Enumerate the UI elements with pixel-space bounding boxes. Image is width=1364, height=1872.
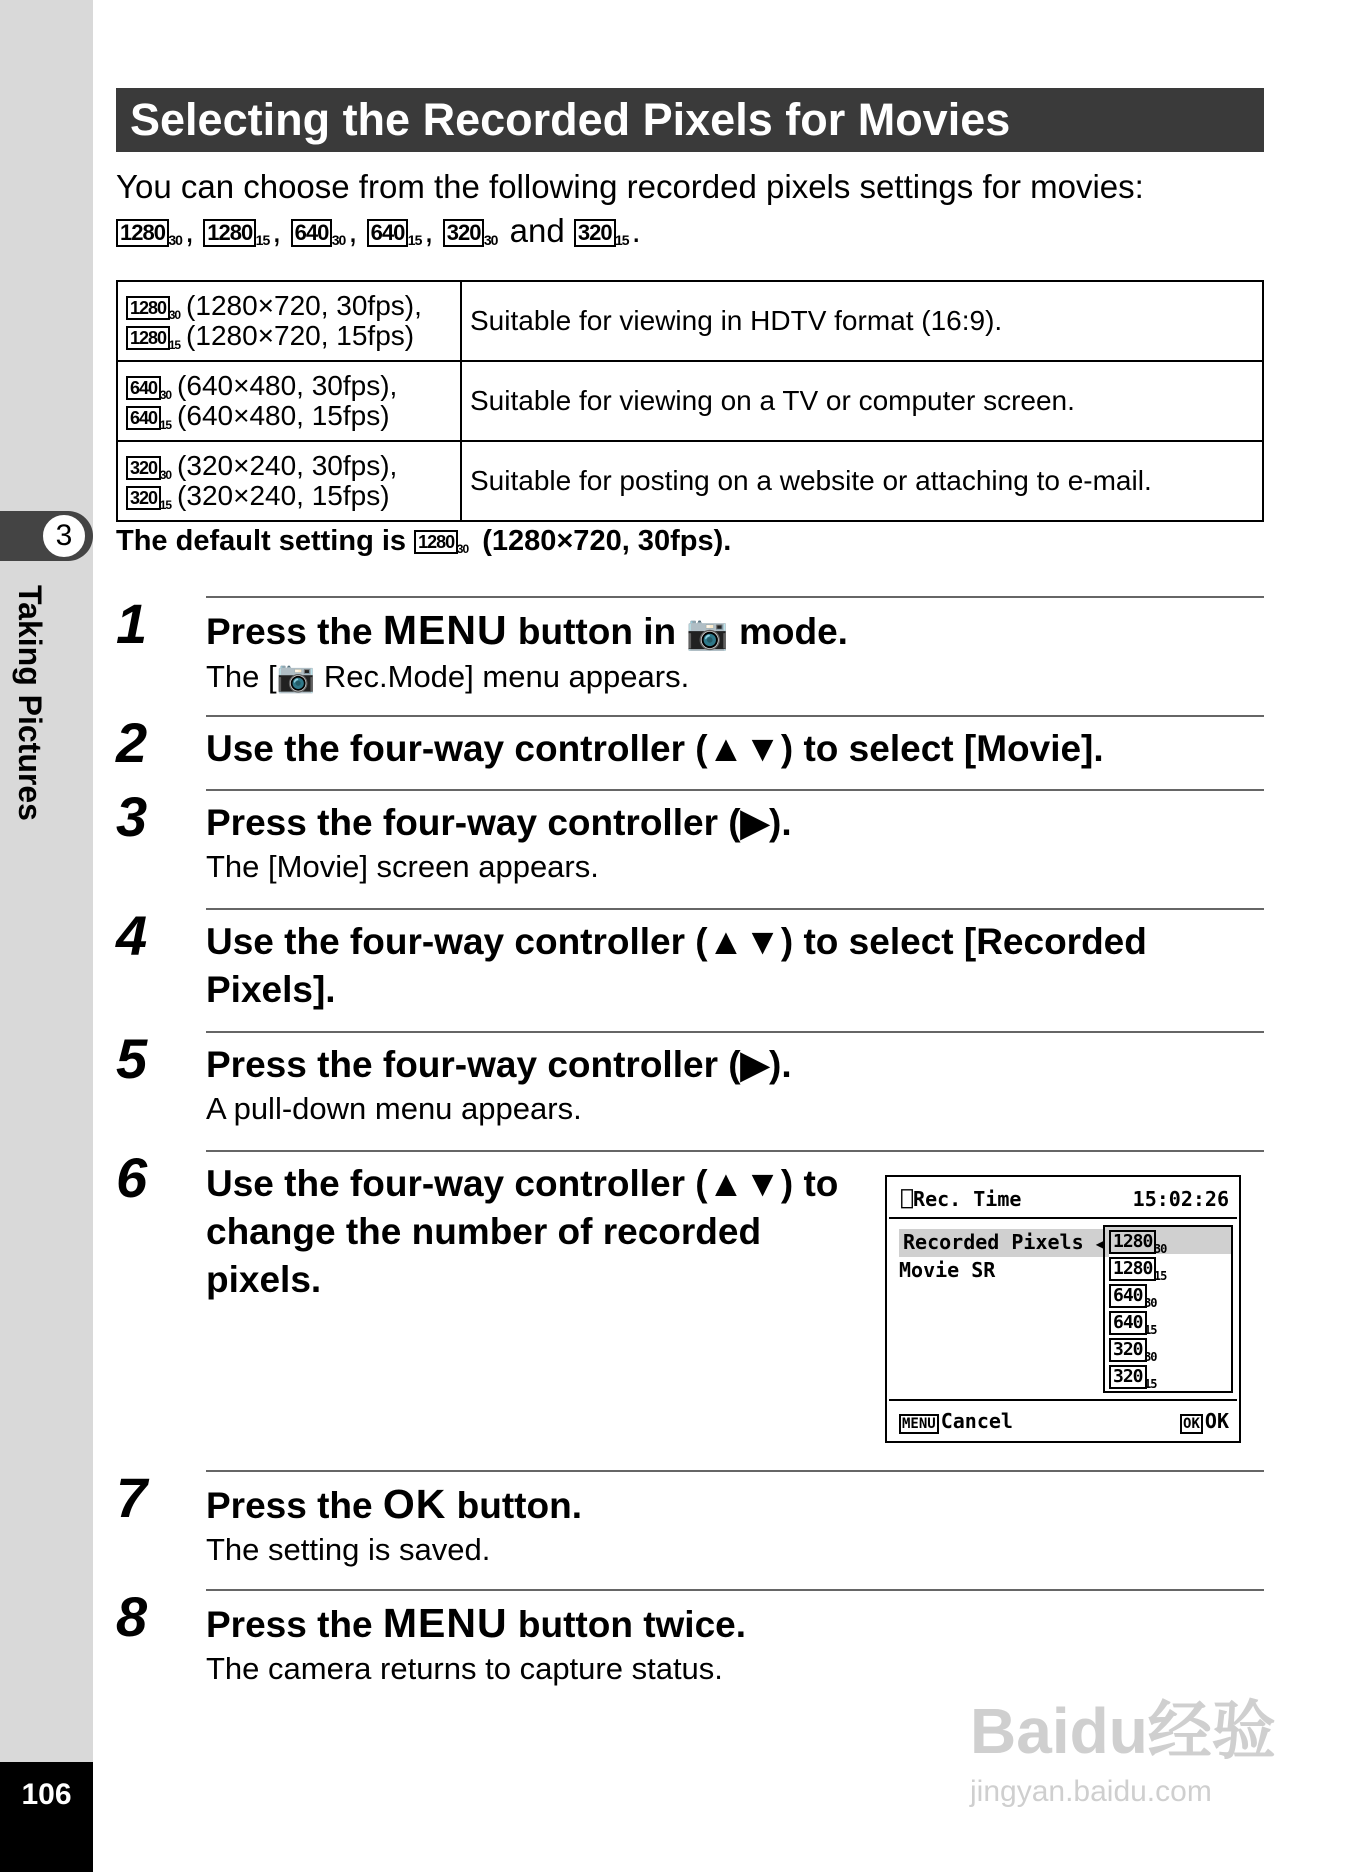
arrow-left-icon: ◀ [1095,1234,1106,1253]
dropdown-option[interactable] [1109,1230,1172,1254]
step-number: 8 [116,1585,148,1648]
menu-button-label: MENU [382,1600,508,1646]
step-title: Use the four-way controller (▲▼) to change the number of recorded pixels. [206,1163,839,1300]
table-cell-description: Suitable for posting on a website or attaching to e-mail. [461,441,1263,521]
intro-options: 1280 30 , 1280 15 , 640 30 , 640 15 , 320 30 and 320 15 . [116,209,1144,253]
step-description: The [Movie] screen appears. [206,849,599,884]
table-cell-sizes [117,441,461,521]
intro-paragraph [116,165,1144,253]
ok-hint[interactable]: OK OK [1180,1409,1229,1433]
pixels-table [116,280,1264,522]
step-description: A pull-down menu appears. [206,1091,582,1126]
step-number: 6 [116,1146,148,1209]
baidu-watermark-url: jingyan.baidu.com [970,1775,1212,1808]
page-number: 106 [21,1778,72,1811]
step-title: Press the MENU button in 📷 mode. [206,607,848,653]
step-number: 5 [116,1027,148,1090]
pixels-icon: 320 15 [1109,1365,1147,1389]
menu-item-movie-sr[interactable]: Movie SR [899,1258,996,1282]
menu-key-icon: MENU [899,1414,939,1434]
pixels-1280-30-icon: 1280 30 [414,530,458,554]
pixels-320-30-icon: 320 30 [443,219,485,247]
menu-button-label: MENU [382,607,508,653]
pixels-icon: 640 30 [126,376,161,400]
step-number: 7 [116,1466,148,1529]
table-row [117,361,1263,441]
chapter-number: 3 [41,513,87,559]
table-row [117,441,1263,521]
pixels-640-30-icon: 640 30 [291,219,333,247]
dropdown-option[interactable] [1109,1365,1163,1389]
step-title: Use the four-way controller (▲▼) to select [Recorded Pixels]. [206,921,1147,1010]
table-cell-description: Suitable for viewing in HDTV format (16:9). [461,281,1263,361]
table-row [117,281,1263,361]
step-title: Use the four-way controller (▲▼) to select [Movie]. [206,728,1104,769]
size-label: (1280×720, 15fps) [186,320,415,351]
camera-lcd-screen [885,1175,1241,1443]
ok-button-label: OK [382,1481,447,1527]
step-description: The camera returns to capture status. [206,1651,723,1686]
pixels-640-15-icon: 640 15 [367,219,409,247]
pixels-icon: 1280 30 [1109,1230,1156,1254]
step-description: The [📷 Rec.Mode] menu appears. [206,659,690,694]
step-number: 3 [116,785,148,848]
chapter-title: Taking Pictures [12,585,48,821]
size-label: (320×240, 15fps) [177,480,390,511]
rec-time-value: 15:02:26 [1132,1187,1229,1211]
step-title: Press the MENU button twice. [206,1600,747,1646]
section-title: Selecting the Recorded Pixels for Movies [116,88,1264,152]
table-cell-sizes [117,361,461,441]
pixels-icon: 640 30 [1109,1284,1147,1308]
camera-icon: 📷 [276,659,316,694]
table-cell-description: Suitable for viewing on a TV or computer screen. [461,361,1263,441]
pixels-icon: 1280 15 [1109,1257,1156,1281]
intro-text: You can choose from the following recorded pixels settings for movies: [116,168,1144,205]
menu-item-recorded-pixels[interactable]: Recorded Pixels ◀ [899,1229,1109,1257]
dropdown-option[interactable] [1109,1338,1163,1362]
intro-and: and [509,212,565,249]
pixels-icon: 1280 30 [126,296,170,320]
dropdown-option[interactable] [1109,1284,1163,1308]
divider [889,1399,1237,1401]
size-label: (1280×720, 30fps), [186,290,422,321]
pixels-icon: 320 30 [1109,1338,1147,1362]
cancel-hint[interactable]: MENU Cancel [899,1409,1013,1433]
pixels-icon: 1280 15 [126,326,170,350]
default-setting-note: The default setting is 1280 30 (1280×720, 30fps). [116,525,732,557]
chapter-sidebar [0,0,93,1872]
table-cell-sizes [117,281,461,361]
step-number: 4 [116,904,148,967]
step-title: Press the OK button. [206,1481,582,1527]
size-label: (640×480, 15fps) [177,400,390,431]
pixels-320-15-icon: 320 15 [574,219,616,247]
size-label: (320×240, 30fps), [177,450,398,481]
step-title: Press the four-way controller (▶). [206,1044,792,1085]
rec-time-label: ⎕Rec. Time [901,1187,1022,1211]
step-number: 1 [116,592,148,655]
step-number: 2 [116,711,148,774]
dropdown-option[interactable] [1109,1257,1172,1281]
ok-key-icon: OK [1180,1414,1203,1434]
baidu-watermark-logo: Baidu经验 [970,1695,1276,1767]
size-label: (640×480, 30fps), [177,370,398,401]
pixels-icon: 320 15 [126,486,161,510]
divider [889,1217,1237,1219]
step-description: The setting is saved. [206,1532,491,1567]
step-title: Press the four-way controller (▶). [206,802,792,843]
pixels-icon: 640 15 [126,406,161,430]
pixels-icon: 640 15 [1109,1311,1147,1335]
pixels-1280-30-icon: 1280 30 [116,219,169,247]
movie-menu [899,1229,1109,1283]
pixels-1280-15-icon: 1280 15 [203,219,256,247]
pixels-icon: 320 30 [126,456,161,480]
recorded-pixels-dropdown[interactable] [1103,1225,1233,1393]
camera-icon: 📷 [686,614,729,652]
dropdown-option[interactable] [1109,1311,1163,1335]
